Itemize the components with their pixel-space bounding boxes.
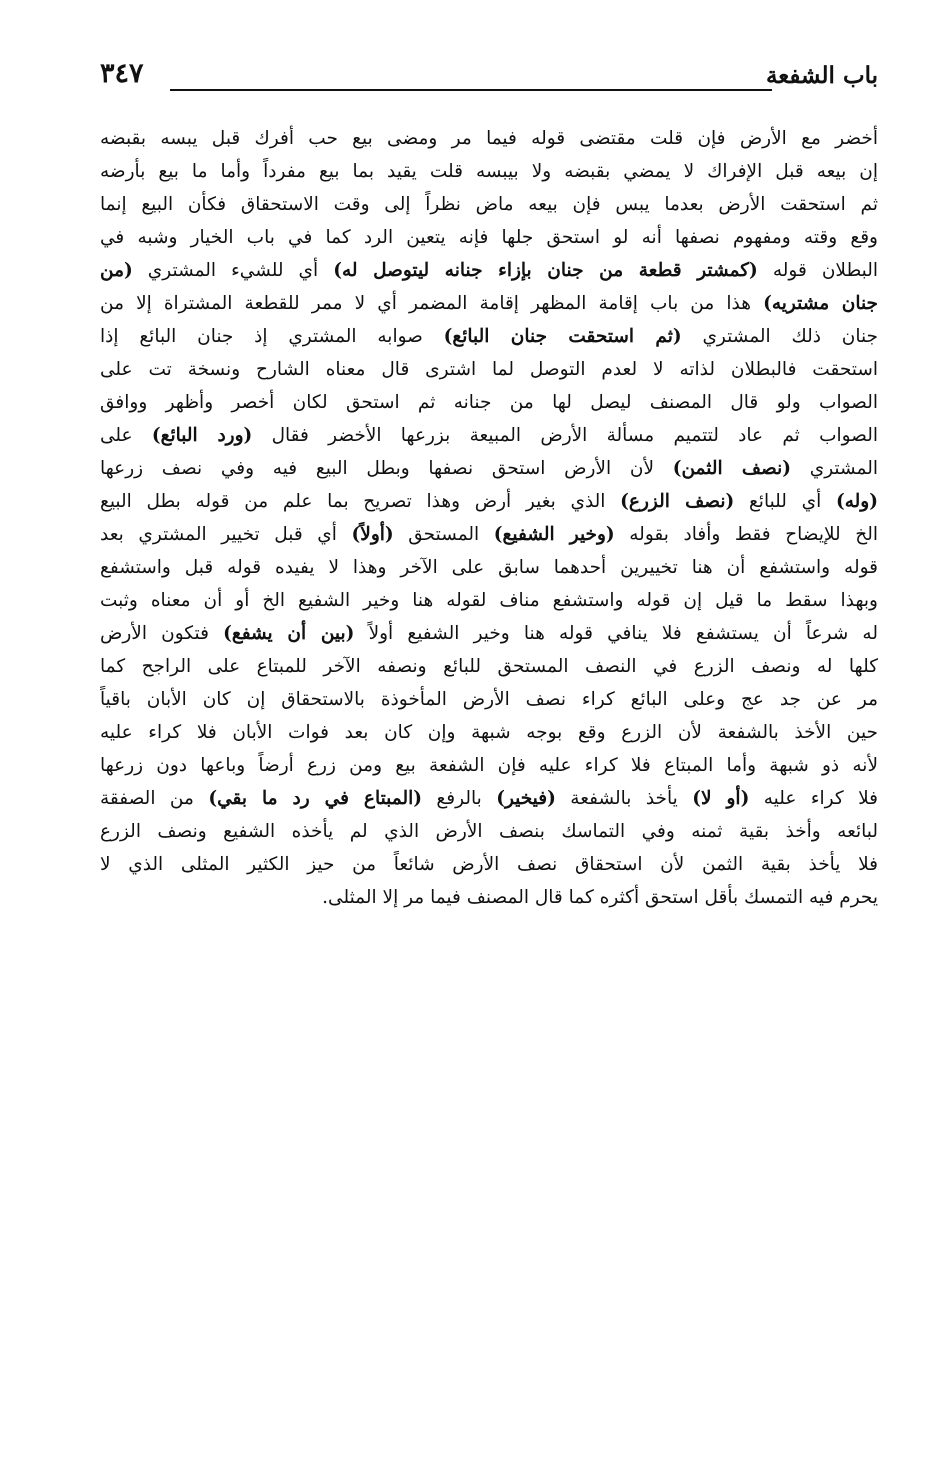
text-segment: وقع وقته ومفهوم نصفها أنه لو استحق جلها فإنه يتعين الرد كما في باب الخيار وشبه في	[100, 227, 878, 248]
text-line	[100, 122, 878, 155]
text-segment: الصواب ثم عاد لتتميم مسألة الأرض المبيعة بزرعها الأخضر فقال	[252, 425, 878, 446]
bold-text-segment: (أو لا)	[692, 788, 750, 809]
text-segment: المستحق	[393, 524, 494, 545]
text-line	[100, 584, 878, 617]
running-header	[100, 58, 878, 102]
text-line	[100, 452, 878, 485]
text-line	[100, 419, 878, 452]
bold-text-segment: (نصف الثمن)	[672, 458, 791, 479]
text-line	[100, 749, 878, 782]
text-segment: لأنه ذو شبهة وأما المبتاع فلا كراء عليه فإن الشفعة بيع ومن زرع أرضاً وباعها دون زرعها	[100, 755, 878, 776]
text-segment: يحرم فيه التمسك بأقل استحق أكثره كما قال المصنف فيما مر إلا المثلى.	[322, 887, 878, 908]
text-line	[100, 485, 878, 518]
bold-text-segment: (وله)	[835, 491, 878, 512]
text-segment: كلها له ونصف الزرع في النصف المستحق للبائع ونصفه الآخر للمبتاع على الراجح كما	[100, 656, 878, 677]
bold-text-segment: (ثم استحقت جنان البائع)	[443, 326, 682, 347]
text-segment: فلا كراء عليه	[749, 788, 878, 809]
header-rule	[170, 89, 772, 91]
body-text	[100, 122, 878, 914]
bold-text-segment: (بين أن يشفع)	[223, 623, 355, 644]
chapter-title: باب الشفعة	[765, 62, 878, 89]
text-line	[100, 782, 878, 815]
text-segment: جنان ذلك المشتري	[681, 326, 878, 347]
text-segment: من الصفقة	[100, 788, 209, 809]
text-segment: لبائعه وأخذ بقية ثمنه وفي التماسك بنصف الأرض الذي لم يأخذه الشفيع ونصف الزرع	[100, 821, 878, 842]
text-line	[100, 188, 878, 221]
text-line	[100, 221, 878, 254]
text-line	[100, 254, 878, 287]
bold-text-segment: (ورد البائع)	[151, 425, 253, 446]
text-segment: فلا يأخذ بقية الثمن لأن استحقاق نصف الأرض شائعاً من حيز الكثير المثلى الذي لا	[100, 854, 878, 875]
text-segment: أي قبل تخيير المشتري بعد	[100, 524, 352, 545]
text-segment: ثم استحقت الأرض بعدما يبس فإن بيعه ماض نظراً إلى وقت الاستحقاق فكأن البيع إنما	[100, 194, 878, 215]
text-line	[100, 716, 878, 749]
text-segment: استحقت فالبطلان لذاته لا لعدم التوصل لما اشترى قال معناه الشارح ونسخة تت على	[100, 359, 878, 380]
text-line	[100, 683, 878, 716]
text-line	[100, 551, 878, 584]
bold-text-segment: (كمشتر قطعة من جنان بإزاء جنانه ليتوصل له)	[333, 260, 758, 281]
text-segment: مر عن جد عج وعلى البائع كراء نصف الأرض المأخوذة بالاستحقاق إن كان الأبان باقياً	[100, 689, 878, 710]
text-segment: على	[100, 425, 152, 446]
text-segment: البطلان قوله	[757, 260, 878, 281]
bold-text-segment: (أولاً)	[351, 524, 394, 545]
text-segment: المشتري	[791, 458, 878, 479]
text-segment: بالرفع	[422, 788, 497, 809]
text-line	[100, 386, 878, 419]
bold-text-segment: (وخير الشفيع)	[493, 524, 615, 545]
text-segment: صوابه المشتري إذ جنان البائع إذا	[100, 326, 444, 347]
text-line	[100, 353, 878, 386]
text-segment: الخ للإيضاح فقط وأفاد بقوله	[614, 524, 878, 545]
text-segment: لأن الأرض استحق نصفها وبطل البيع فيه وفي نصف زرعها	[100, 458, 673, 479]
page-number: ٣٤٧	[100, 58, 144, 89]
text-segment: يأخذ بالشفعة	[555, 788, 693, 809]
bold-text-segment: جنان مشتريه)	[763, 293, 878, 314]
text-line	[100, 815, 878, 848]
text-segment: الصواب ولو قال المصنف ليصل لها من جنانه ثم استحق لكان أخصر وأظهر ووافق	[100, 392, 878, 413]
bold-text-segment: (نصف الزرع)	[620, 491, 735, 512]
text-segment: أخضر مع الأرض فإن قلت مقتضى قوله فيما مر ومضى بيع حب أفرك قبل يبسه بقبضه	[100, 128, 878, 149]
text-line	[100, 320, 878, 353]
text-segment: أي للبائع	[734, 491, 836, 512]
text-segment: حين الأخذ بالشفعة لأن الزرع وقع بوجه شبهة وإن كان بعد فوات الأبان فلا كراء عليه	[100, 722, 878, 743]
text-line	[100, 155, 878, 188]
text-segment: هذا من باب إقامة المظهر إقامة المضمر أي لا ممر للقطعة المشتراة إلا من	[100, 293, 764, 314]
text-line	[100, 848, 878, 881]
text-segment: أي للشيء المشتري	[132, 260, 334, 281]
text-segment: إن بيعه قبل الإفراك لا يمضي بقبضه ولا بيبسه قلت يقيد بما بيع مفرداً وأما ما بيع بأرضه	[100, 161, 878, 182]
bold-text-segment: (المبتاع في رد ما بقي)	[208, 788, 422, 809]
text-segment: الذي بغير أرض وهذا تصريح بما علم من قوله بطل البيع	[100, 491, 621, 512]
text-segment: له شرعاً أن يستشفع فلا ينافي قوله هنا وخير الشفيع أولاً	[354, 623, 878, 644]
text-line	[100, 518, 878, 551]
text-segment: قوله واستشفع أن هنا تخييرين أحدهما سابق على الآخر وهذا لا يفيده قوله قبل واستشفع	[100, 557, 878, 578]
text-segment: فتكون الأرض	[100, 623, 224, 644]
bold-text-segment: (من	[100, 260, 133, 281]
text-line	[100, 881, 878, 914]
text-line	[100, 617, 878, 650]
text-line	[100, 287, 878, 320]
bold-text-segment: (فيخير)	[496, 788, 556, 809]
text-line	[100, 650, 878, 683]
text-segment: وبهذا سقط ما قيل إن قوله واستشفع مناف لقوله هنا وخير الشفيع الخ أو أن معناه وثبت	[100, 590, 878, 611]
